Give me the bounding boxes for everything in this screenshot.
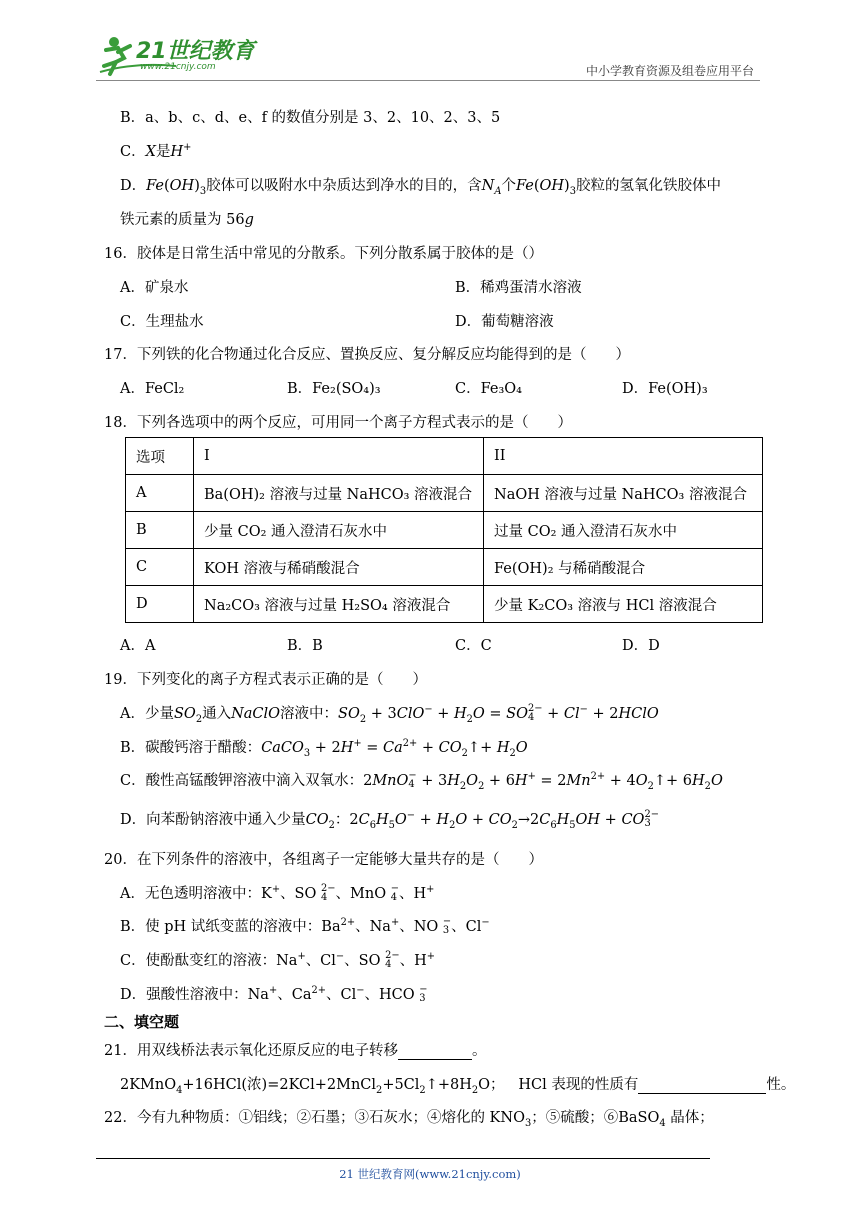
table-header-row xyxy=(126,438,763,475)
q18-options-table xyxy=(125,437,763,623)
q19-option-b: B．碳酸钙溶于醋酸：CaCO$_3$ + $2H^+ = Ca^{2+}$ + $CO_2↑+ H_2O$ xyxy=(120,738,528,759)
table-cell: 少量 K₂CO₃ 溶液与 HCl 溶液混合 xyxy=(484,586,763,623)
q21-equation xyxy=(120,1073,795,1094)
table-header-cell: 选项 xyxy=(126,438,194,475)
table-cell: B xyxy=(126,512,194,549)
q21-property-blank[interactable] xyxy=(638,1077,766,1094)
footer-text: 21 世纪教育网(www.21cnjy.com) xyxy=(339,1167,521,1181)
table-cell: Ba(OH)₂ 溶液与过量 NaHCO₃ 溶液混合 xyxy=(194,475,484,512)
q17-option-a: A．FeCl₂ xyxy=(120,381,185,397)
footer-divider xyxy=(96,1158,710,1159)
q18-option-a: A．A xyxy=(120,638,156,654)
q19-option-d: D．向苯酚钠溶液中通入少量$CO_2$：$2C_6H_5O^- + H_2O + CO_2\to 2C_6H_5OH + CO2-$ 3 xyxy=(120,809,659,831)
q17-option-c: C．Fe₃O₄ xyxy=(455,381,522,397)
header-divider xyxy=(96,80,760,81)
q18-option-d: D．D xyxy=(622,638,660,654)
q16-option-d: D．葡萄糖溶液 xyxy=(455,314,554,330)
q17-option-b: B．Fe₂(SO₄)₃ xyxy=(287,381,381,397)
q21-stem-text: 21．用双线桥法表示氧化还原反应的电子转移 xyxy=(104,1043,398,1059)
q16-stem: 16．胶体是日常生活中常见的分散系。下列分散系属于胶体的是（） xyxy=(104,246,543,262)
q16-option-c: C．生理盐水 xyxy=(120,314,204,330)
q15-option-c: C．X是H+ xyxy=(120,142,192,160)
q18-stem: 18．下列各选项中的两个反应，可用同一个离子方程式表示的是（ ） xyxy=(104,415,572,431)
q20-stem: 20．在下列条件的溶液中，各组离子一定能够大量共存的是（ ） xyxy=(104,852,543,868)
q21-equation-text: 2KMnO$_4$+16HCl(浓)$=2KCl+2MnCl_2+5Cl_2↑+8H_2O$； xyxy=(120,1077,505,1096)
section-title-fill-in: 二、填空题 xyxy=(104,1013,180,1031)
table-cell: KOH 溶液与稀硝酸混合 xyxy=(194,549,484,586)
q21-stem-end: 。 xyxy=(471,1043,487,1059)
table-cell: NaOH 溶液与过量 NaHCO₃ 溶液混合 xyxy=(484,475,763,512)
q19-stem: 19．下列变化的离子方程式表示正确的是（ ） xyxy=(104,672,427,688)
site-logo xyxy=(96,32,266,78)
table-header-cell: II xyxy=(484,438,763,475)
q20-option-c: C．使酚酞变红的溶液：Na+、Cl−、SO 2− 4 、H+ xyxy=(120,950,436,970)
table-header-cell: I xyxy=(194,438,484,475)
q21-property-end: 性。 xyxy=(766,1077,796,1093)
table-cell: Na₂CO₃ 溶液与过量 H₂SO₄ 溶液混合 xyxy=(194,586,484,623)
q21-stem xyxy=(104,1039,486,1060)
q18-option-c: C．C xyxy=(455,638,492,654)
q15-option-d-line2: 铁元素的质量为 56g xyxy=(120,212,254,228)
q16-option-a: A．矿泉水 xyxy=(120,280,189,296)
header-platform-name: 中小学教育资源及组卷应用平台 xyxy=(585,64,754,78)
q21-property-prompt: HCl 表现的性质有 xyxy=(518,1077,639,1093)
table-row xyxy=(126,512,763,549)
q21-answer-blank[interactable] xyxy=(398,1043,472,1060)
q18-option-b: B．B xyxy=(287,638,323,654)
q20-option-a: A．无色透明溶液中：K+、SO 2− 4 、MnO − 4 、H+ xyxy=(120,883,435,903)
q20-option-b: B．使 pH 试纸变蓝的溶液中：$Ba^{2+}$、Na+、NO − 3 、Cl− xyxy=(120,916,490,936)
q20-option-d: D．强酸性溶液中：Na+、$Ca^{2+}$、Cl−、HCO − 3 xyxy=(120,984,428,1004)
q15-c-prefix: C． xyxy=(120,144,146,160)
table-cell: C xyxy=(126,549,194,586)
q19-option-c: C．酸性高锰酸钾溶液中滴入双氧水：2MnO− $4 + 3H_2O_2 + 6H^+ = 2Mn^{2+}$ + $4O_2↑+ 6H_2O$ xyxy=(120,770,723,792)
table-row xyxy=(126,475,763,512)
logo-url: www.21cnjy.com xyxy=(140,62,216,72)
table-cell: 过量 CO₂ 通入澄清石灰水中 xyxy=(484,512,763,549)
table-cell: A xyxy=(126,475,194,512)
table-row xyxy=(126,549,763,586)
q19-option-a: A．少量$SO_2$通入NaClO溶液中：$SO_2 + 3ClO^- + H_2O = SO2-$ 4 + Cl− + 2HClO xyxy=(120,703,659,725)
q17-option-d: D．Fe(OH)₃ xyxy=(622,381,708,397)
q17-stem: 17．下列铁的化合物通过化合反应、置换反应、复分解反应均能得到的是（ ） xyxy=(104,347,630,363)
table-cell: 少量 CO₂ 通入澄清石灰水中 xyxy=(194,512,484,549)
q15-option-b: B．a、b、c、d、e、f 的数值分别是 3、2、10、2、3、5 xyxy=(120,110,501,126)
q15-option-d-line1: D．$Fe(OH)_3$胶体可以吸附水中杂质达到净水的目的，含$N_A$个$Fe(OH)_3$胶粒的氢氧化铁胶体中 xyxy=(120,178,721,197)
q22-stem: 22．今有九种物质：①铝线；②石墨；③石灰水；④熔化的 $KNO_3$；⑤硫酸；⑥BaSO$_4$ 晶体； xyxy=(104,1110,714,1129)
table-cell: Fe(OH)₂ 与稀硝酸混合 xyxy=(484,549,763,586)
table-cell: D xyxy=(126,586,194,623)
table-row xyxy=(126,586,763,623)
logo-text: 21世纪教育 xyxy=(136,39,255,64)
q16-option-b: B．稀鸡蛋清水溶液 xyxy=(455,280,582,296)
